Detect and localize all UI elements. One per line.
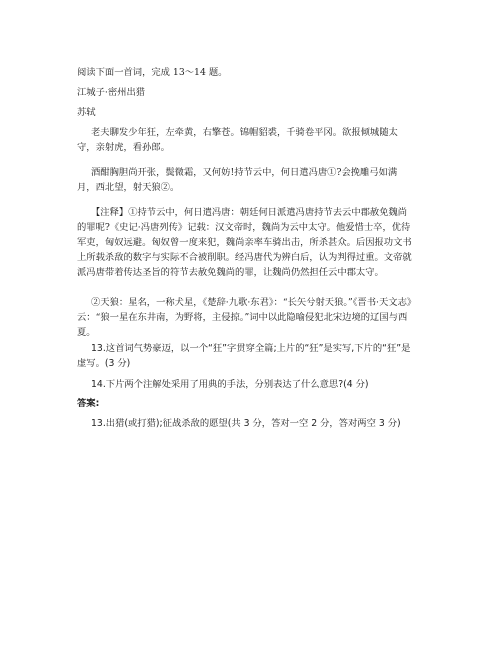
reading-instruction: 阅读下面一首词，完成 13～14 题。 <box>77 67 228 78</box>
question-14: 14.下片两个注解处采用了用典的手法，分别表达了什么意思?(4 分) <box>91 379 369 390</box>
poem-stanza-2: 酒酣胸胆尚开张，鬓微霜，又何妨!持节云中，何日遣冯唐①?会挽雕弓如满月，西北望，射天狼②。 <box>77 167 398 193</box>
poem-title: 江城子·密州出猎 <box>77 87 146 98</box>
annotation-note-2: ②天狼：星名，一称犬星，《楚辞·九歌·东君》：“长矢兮射天狼。”《晋书·天文志》云：“狼一星在东井南，为野将，主侵掠。”词中以此隐喻侵犯北宋边境的辽国与西夏。 <box>77 297 412 338</box>
poem-stanza-1: 老夫聊发少年狂，左牵黄，右擎苍。锦帽貂裘，千骑卷平冈。欲报倾城随太守，亲射虎，看孙郎。 <box>77 127 398 153</box>
question-13: 13.这首词气势豪迈，以一个“狂”字贯穿全篇;上片的“狂”是实写,下片的“狂”是虚写。(3 分) <box>77 343 411 369</box>
answer-13: 13.出猎(或打猎);征战杀敌的愿望(共 3 分，答对一空 2 分，答对两空 3 分) <box>91 418 401 429</box>
poem-author: 苏轼 <box>77 107 96 118</box>
annotation-note-1: 【注释】①持节云中，何日遣冯唐：朝廷何日派遣冯唐持节去云中郡赦免魏尚的罪呢?《史记·冯唐列传》记载：汉文帝时，魏尚为云中太守。他爱惜士卒，优待军吏，匈奴远避。匈奴曾一度来犯，魏尚亲率车骑出击，所杀甚众。后因报功文书上所载杀敌的数字与实际不合被削职。经冯唐代为辨白后，认为判得过重。文帝就派冯唐带着传达圣旨的符节去赦免魏尚的罪，让魏尚仍然担任云中郡太守。 <box>77 207 412 278</box>
answer-label: 答案: <box>77 398 100 409</box>
